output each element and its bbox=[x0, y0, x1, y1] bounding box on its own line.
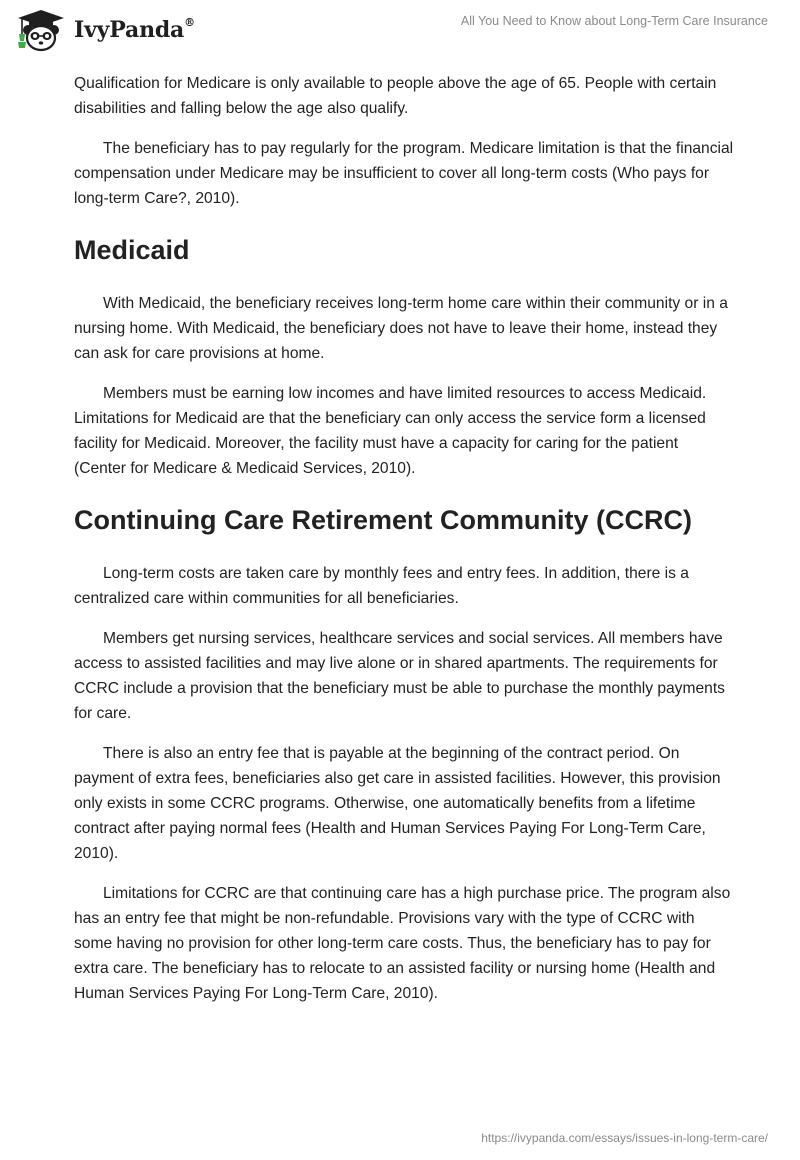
brand-logo[interactable] bbox=[14, 8, 195, 52]
paragraph-medicaid-home-care: With Medicaid, the beneficiary receives long-term home care within their community or in a nursing home. With Medicaid, the beneficiary does not have to leave their home, instead they can ask for care provisions at home. bbox=[74, 295, 728, 362]
paragraph-ccrc-services: Members get nursing services, healthcare services and social services. All members have access to assisted facilities and may live alone or in shared apartments. The requirements for CCRC include a provision that the beneficiary must be able to purchase the monthly payments for care. bbox=[74, 630, 725, 722]
brand-wordmark: IvyPanda® bbox=[74, 15, 195, 43]
panda-graduation-cap-icon bbox=[14, 8, 68, 52]
paragraph-ccrc-limitations: Limitations for CCRC are that continuing care has a high purchase price. The program also has an entry fee that might be non-refundable. Provisions vary with the type of CCRC with some having no provision for other long-term care costs. Thus, the beneficiary has to pay for extra care. The beneficiary has to relocate to an assisted facility or nursing home (Health and Human Services Paying For Long-Term Care, 2010). bbox=[74, 885, 731, 1002]
document-title: All You Need to Know about Long-Term Care Insurance bbox=[460, 14, 768, 28]
section-heading-medicaid: Medicaid bbox=[74, 235, 190, 265]
section-heading-ccrc: Continuing Care Retirement Community (CCRC) bbox=[74, 505, 693, 535]
source-url[interactable]: https://ivypanda.com/essays/issues-in-long-term-care/ bbox=[481, 1131, 768, 1145]
paragraph-medicare-limitation: The beneficiary has to pay regularly for the program. Medicare limitation is that the financial compensation under Medicare may be insufficient to cover all long-term costs (Who pays for long-term Care?, 2010). bbox=[74, 140, 734, 207]
page-header bbox=[0, 0, 800, 60]
essay-body bbox=[74, 71, 734, 1006]
paragraph-ccrc-entry-fee: There is also an entry fee that is payable at the beginning of the contract period. On payment of extra fees, beneficiaries also get care in assisted facilities. However, this provision only exists in some CCRC programs. Otherwise, one automatically benefits from a lifetime contract after paying normal fees (Health and Human Services Paying For Long-Term Care, 2010). bbox=[74, 745, 721, 862]
paragraph-medicare-qualification: Qualification for Medicare is only available to people above the age of 65. People with certain disabilities and falling below the age also qualify. bbox=[74, 75, 717, 117]
paragraph-medicaid-limitations: Members must be earning low incomes and have limited resources to access Medicaid. Limitations for Medicaid are that the beneficiary can only access the service form a licensed facility for Medicaid. Moreover, the facility must have a capacity for caring for the patient (Center for Medicare & Medicaid Services, 2010). bbox=[74, 385, 707, 477]
paragraph-ccrc-costs: Long-term costs are taken care by monthly fees and entry fees. In addition, there is a centralized care within communities for all beneficiaries. bbox=[74, 565, 689, 607]
